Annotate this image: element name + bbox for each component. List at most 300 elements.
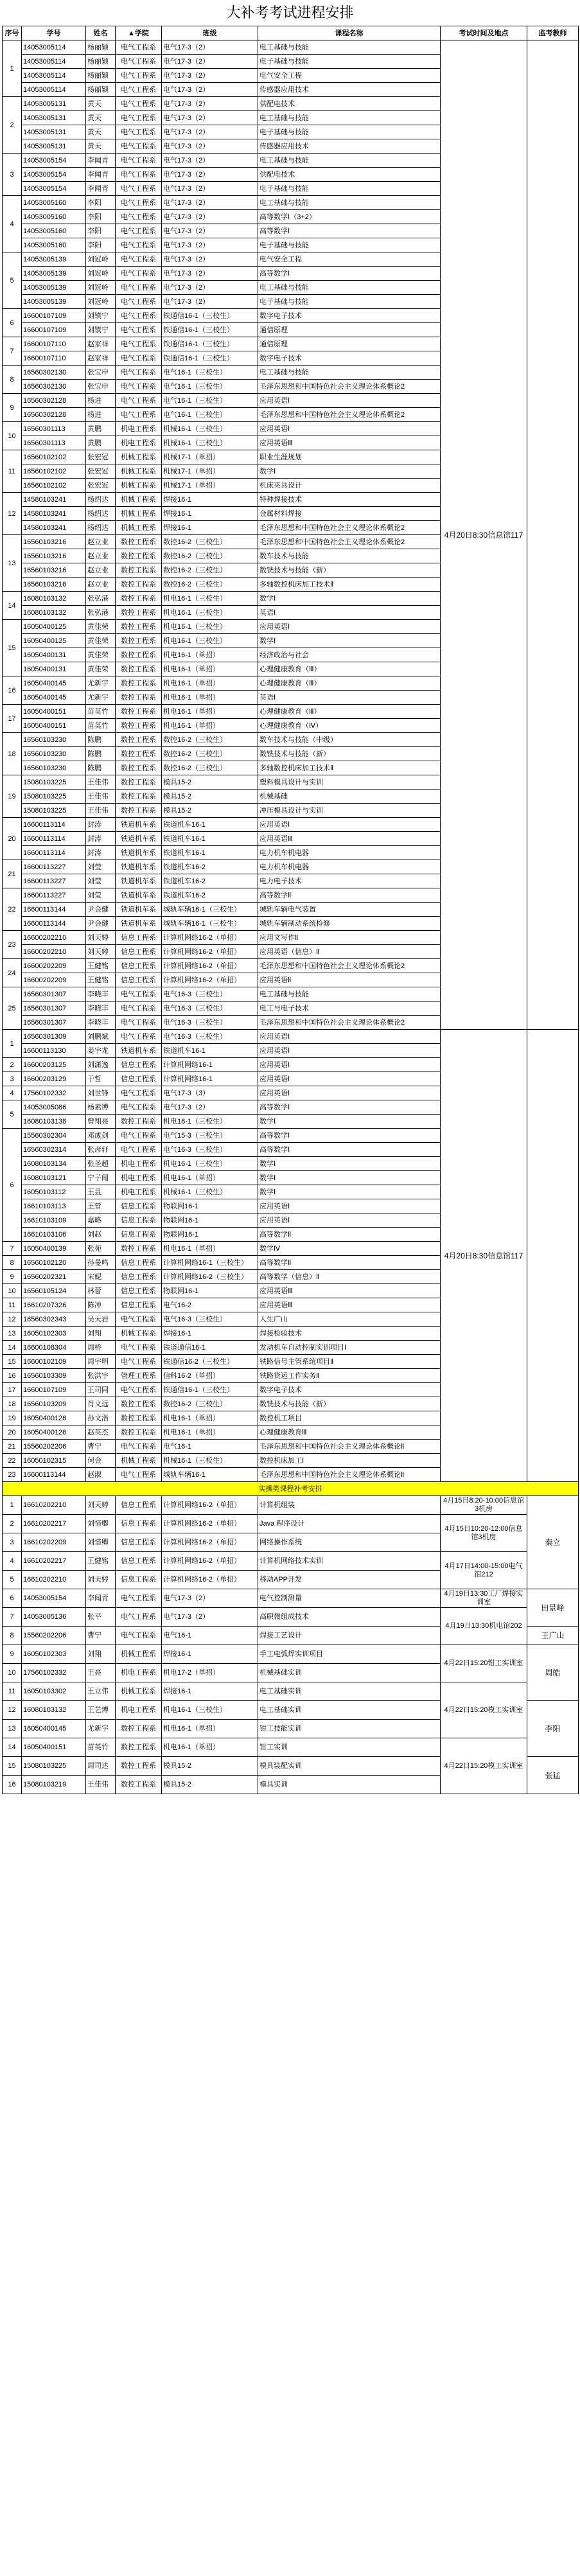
class-cell: 电气16-3（三校生） [162, 1001, 258, 1016]
school-cell: 信息工程系 [116, 1228, 162, 1242]
student-name-cell: 李阳 [86, 210, 116, 224]
section-label: 实操类课程补考安排 [3, 1482, 579, 1496]
course-cell: 钳工实训 [258, 1738, 441, 1757]
class-cell: 电气16-3（三校生） [162, 1143, 258, 1157]
school-cell: 电气工程系 [116, 69, 162, 83]
school-cell: 电气工程系 [116, 111, 162, 125]
class-cell: 焊接16-1 [162, 1645, 258, 1664]
student-id-cell: 16560301113 [22, 422, 86, 436]
student-name-cell: 邓成剑 [86, 1129, 116, 1143]
seq-cell: 6 [3, 1589, 22, 1608]
school-cell: 数控工程系 [116, 1425, 162, 1440]
student-name-cell: 刘惜卿 [86, 1515, 116, 1533]
school-cell: 电气工程系 [116, 1016, 162, 1030]
student-name-cell: 宋妮 [86, 1270, 116, 1284]
student-id-cell: 16560103230 [22, 761, 86, 775]
student-id-cell: 16600113114 [22, 846, 86, 860]
seq-cell: 22 [3, 1454, 22, 1468]
course-cell: 电工基础实训 [258, 1701, 441, 1720]
student-id-cell: 15080103225 [22, 804, 86, 818]
proctor-cell: 田景峰 [527, 1589, 579, 1627]
student-name-cell: 刘天婷 [86, 1571, 116, 1589]
student-id-cell: 14053005160 [22, 224, 86, 238]
school-cell: 电气工程系 [116, 351, 162, 366]
class-cell: 电气17-3（2） [162, 125, 258, 139]
school-cell: 电气工程系 [116, 224, 162, 238]
student-id-cell: 16050102303 [22, 1645, 86, 1664]
class-cell: 铁道机车16-1 [162, 846, 258, 860]
course-cell: 高等数学Ⅰ（3+2） [258, 210, 441, 224]
student-id-cell: 15560302304 [22, 1129, 86, 1143]
proctor-cell: 周皓 [527, 1645, 579, 1701]
course-cell: 数字电子技术 [258, 1383, 441, 1397]
school-cell: 电气工程系 [116, 1468, 162, 1482]
student-name-cell: 刘潇逸 [86, 1058, 116, 1072]
course-cell: 应用英语Ⅰ [258, 818, 441, 832]
class-cell: 电气17-3（2） [162, 111, 258, 125]
course-cell: 供配电技术 [258, 97, 441, 111]
class-cell: 机械17-1（单招） [162, 479, 258, 493]
student-name-cell: 尹金健 [86, 903, 116, 917]
student-id-cell: 16610103109 [22, 1213, 86, 1228]
course-cell: 英语Ⅰ [258, 606, 441, 620]
class-cell: 计算机网络16-2（单招） [162, 973, 258, 987]
seq-cell: 15 [3, 1757, 22, 1776]
student-id-cell: 16600113227 [22, 888, 86, 903]
course-cell: 应用英语Ⅰ [258, 620, 441, 634]
school-cell: 信息工程系 [116, 1072, 162, 1086]
course-cell: 特种焊接技术 [258, 493, 441, 507]
student-name-cell: 王司同 [86, 1383, 116, 1397]
col-header-proctor: 监考教师 [527, 26, 579, 40]
student-name-cell: 赵英杰 [86, 1425, 116, 1440]
course-cell: 城轨车辆电气装置 [258, 903, 441, 917]
student-id-cell: 16610202217 [22, 1515, 86, 1533]
student-name-cell: 刘冠岭 [86, 267, 116, 281]
class-cell: 城轨车辆16-1 [162, 1468, 258, 1482]
class-cell: 机电16-1（三校生） [162, 620, 258, 634]
student-id-cell: 16560102102 [22, 450, 86, 464]
class-cell: 机械16-1（三校生） [162, 436, 258, 450]
student-id-cell: 16050400151 [22, 1738, 86, 1757]
class-cell: 机械16-1（三校生） [162, 422, 258, 436]
student-name-cell: 孙文浩 [86, 1411, 116, 1425]
school-cell: 电气工程系 [116, 1143, 162, 1157]
student-id-cell: 16560301307 [22, 987, 86, 1001]
seq-cell: 4 [3, 1552, 22, 1571]
seq-cell: 17 [3, 1383, 22, 1397]
student-name-cell: 尤新宇 [86, 691, 116, 705]
course-cell: 应用英语（信息）Ⅱ [258, 945, 441, 959]
student-name-cell: 刘天婷 [86, 1496, 116, 1515]
class-cell: 铁通信16-1（三校生） [162, 351, 258, 366]
school-cell: 电气工程系 [116, 1627, 162, 1645]
student-name-cell: 刘翔 [86, 1327, 116, 1341]
course-cell: 数学Ⅳ [258, 1242, 441, 1256]
student-name-cell: 刘翔 [86, 1645, 116, 1664]
student-id-cell: 16600113114 [22, 818, 86, 832]
student-id-cell: 16560103216 [22, 535, 86, 549]
class-cell: 机电16-1（单招） [162, 676, 258, 691]
student-id-cell: 15560202206 [22, 1440, 86, 1454]
course-cell: 高等数学Ⅰ [258, 267, 441, 281]
course-cell: 电子基础与技能 [258, 182, 441, 196]
school-cell: 电气工程系 [116, 252, 162, 267]
seq-cell: 19 [3, 1411, 22, 1425]
class-cell: 电气17-3（2） [162, 1608, 258, 1627]
seq-cell: 12 [3, 1701, 22, 1720]
col-header-school[interactable]: ▲学院 [116, 26, 162, 40]
seq-cell: 22 [3, 888, 22, 931]
student-name-cell: 黄天 [86, 97, 116, 111]
school-cell: 数控工程系 [116, 719, 162, 733]
student-id-cell: 16600107110 [22, 351, 86, 366]
course-cell: 经济政治与社会 [258, 648, 441, 662]
seq-cell: 10 [3, 422, 22, 450]
course-cell: 机械基础 [258, 790, 441, 804]
school-cell: 数控工程系 [116, 775, 162, 790]
course-cell: 毛泽东思想和中国特色社会主义理论体系概论2 [258, 408, 441, 422]
school-cell: 数控工程系 [116, 1115, 162, 1129]
table-row [3, 1030, 579, 1044]
student-id-cell: 16600113144 [22, 903, 86, 917]
course-cell: 数铣技术与技能（新） [258, 1397, 441, 1411]
school-cell: 电气工程系 [116, 380, 162, 394]
class-cell: 计算机网络16-2（单招） [162, 1533, 258, 1552]
student-name-cell: 黄天 [86, 111, 116, 125]
school-cell: 电气工程系 [116, 1086, 162, 1100]
student-id-cell: 16560103216 [22, 563, 86, 578]
class-cell: 机电16-1（单招） [162, 691, 258, 705]
course-cell: 应用英语Ⅲ [258, 1298, 441, 1312]
class-cell: 电气16-3（三校生） [162, 987, 258, 1001]
school-cell: 信息工程系 [116, 1515, 162, 1533]
student-id-cell: 16600107109 [22, 309, 86, 323]
student-id-cell: 16600202210 [22, 931, 86, 945]
course-cell: Java 程序设计 [258, 1515, 441, 1533]
student-name-cell: 杨丽颖 [86, 83, 116, 97]
student-name-cell: 黄鹏 [86, 422, 116, 436]
course-cell: 高等数学（信息）Ⅱ [258, 1270, 441, 1284]
class-cell: 电气17-3（2） [162, 210, 258, 224]
student-name-cell: 陈鹏 [86, 733, 116, 747]
course-cell: 应用英语Ⅰ [258, 1072, 441, 1086]
school-cell: 信息工程系 [116, 931, 162, 945]
class-cell: 计算机网络16-2（单招） [162, 959, 258, 973]
student-name-cell: 张洪宇 [86, 1369, 116, 1383]
school-cell: 电气工程系 [116, 323, 162, 337]
course-cell: 毛泽东思想和中国特色社会主义理论体系概论Ⅱ [258, 1440, 441, 1454]
class-cell: 电气17-3（2） [162, 1100, 258, 1115]
school-cell: 信息工程系 [116, 945, 162, 959]
student-id-cell: 16560302130 [22, 380, 86, 394]
course-cell: 电工基础与技能 [258, 196, 441, 210]
student-name-cell: 尤新宇 [86, 1720, 116, 1738]
class-cell: 模具15-2 [162, 804, 258, 818]
school-cell: 数控工程系 [116, 592, 162, 606]
student-id-cell: 14053005154 [22, 168, 86, 182]
class-cell: 数控16-2（三校生） [162, 549, 258, 563]
school-cell: 电气工程系 [116, 337, 162, 351]
course-cell: 机床夹具设计 [258, 479, 441, 493]
student-id-cell: 14053005131 [22, 111, 86, 125]
course-cell: 数学Ⅰ [258, 464, 441, 479]
student-name-cell: 杨绍达 [86, 493, 116, 507]
proctor-cell: 张猛 [527, 1757, 579, 1794]
student-id-cell: 15080103225 [22, 775, 86, 790]
school-cell: 数控工程系 [116, 662, 162, 676]
seq-cell: 2 [3, 97, 22, 154]
seq-cell: 13 [3, 535, 22, 592]
student-id-cell: 16050102315 [22, 1454, 86, 1468]
class-cell: 数控16-2（三校生） [162, 761, 258, 775]
student-name-cell: 王健铭 [86, 973, 116, 987]
school-cell: 数控工程系 [116, 1411, 162, 1425]
student-id-cell: 16080103132 [22, 1701, 86, 1720]
student-name-cell: 尹金健 [86, 917, 116, 931]
course-cell: 数学Ⅰ [258, 592, 441, 606]
class-cell: 铁道机车16-2 [162, 860, 258, 874]
class-cell: 电气17-3（2） [162, 224, 258, 238]
student-id-cell: 14053005131 [22, 97, 86, 111]
student-id-cell: 14053005131 [22, 139, 86, 154]
seq-cell: 1 [3, 1030, 22, 1058]
course-cell: 发动机车自动控制实训项目Ⅰ [258, 1341, 441, 1355]
col-header-class: 班级 [162, 26, 258, 40]
course-cell: 应用英语Ⅲ [258, 436, 441, 450]
student-name-cell: 封涛 [86, 832, 116, 846]
class-cell: 机电16-1（单招） [162, 648, 258, 662]
class-cell: 电气17-3（2） [162, 139, 258, 154]
course-cell: 电工基础与技能 [258, 281, 441, 295]
course-cell: 电气安全工程 [258, 69, 441, 83]
school-cell: 数控工程系 [116, 1757, 162, 1776]
student-name-cell: 杨素博 [86, 1100, 116, 1115]
practical-row [3, 1589, 579, 1608]
student-id-cell: 14053005114 [22, 40, 86, 55]
student-name-cell: 张平 [86, 1608, 116, 1627]
student-id-cell: 14053005114 [22, 83, 86, 97]
seq-cell: 13 [3, 1327, 22, 1341]
student-id-cell: 16610103113 [22, 1199, 86, 1213]
practical-exam-place-cell: 4月15日8:20-10:00信息馆3机房 [441, 1496, 527, 1515]
school-cell: 电气工程系 [116, 1001, 162, 1016]
student-id-cell: 16610207326 [22, 1298, 86, 1312]
student-name-cell: 周宇明 [86, 1355, 116, 1369]
school-cell: 数控工程系 [116, 1397, 162, 1411]
student-name-cell: 刘赵 [86, 1228, 116, 1242]
class-cell: 铁通信16-1（三校生） [162, 309, 258, 323]
student-id-cell: 16600107110 [22, 337, 86, 351]
student-id-cell: 16610202217 [22, 1552, 86, 1571]
student-name-cell: 封涛 [86, 818, 116, 832]
student-name-cell: 张宏冠 [86, 450, 116, 464]
practical-exam-place-cell: 4月22日15:20钳工实训室 [441, 1645, 527, 1682]
school-cell: 信息工程系 [116, 1298, 162, 1312]
student-name-cell: 林蕾 [86, 1284, 116, 1298]
school-cell: 电气工程系 [116, 97, 162, 111]
student-name-cell: 刘镇宁 [86, 309, 116, 323]
class-cell: 机电17-2（单招） [162, 1664, 258, 1682]
student-id-cell: 16080103134 [22, 1157, 86, 1171]
student-id-cell: 15080103225 [22, 1757, 86, 1776]
practical-exam-place-cell: 4月15日10:20-12:00信息馆3机房 [441, 1515, 527, 1552]
course-cell: 应用英语Ⅰ [258, 422, 441, 436]
student-name-cell: 黄佳荣 [86, 634, 116, 648]
student-name-cell: 李闻青 [86, 168, 116, 182]
class-cell: 铁通信16-1（三校生） [162, 1383, 258, 1397]
student-id-cell: 16560302128 [22, 394, 86, 408]
school-cell: 数控工程系 [116, 620, 162, 634]
course-cell: 传感器应用技术 [258, 139, 441, 154]
practical-row [3, 1738, 579, 1757]
student-name-cell: 李阳 [86, 238, 116, 252]
course-cell: 毛泽东思想和中国特色社会主义理论体系概论2 [258, 959, 441, 973]
student-id-cell: 16600113227 [22, 860, 86, 874]
student-name-cell: 苗英竹 [86, 719, 116, 733]
student-id-cell: 14580103241 [22, 507, 86, 521]
seq-cell: 15 [3, 620, 22, 676]
school-cell: 数控工程系 [116, 705, 162, 719]
proctor-cell: 王广山 [527, 1627, 579, 1645]
school-cell: 数控工程系 [116, 733, 162, 747]
class-cell: 电气17-3（2） [162, 168, 258, 182]
course-cell: 焊接检验技术 [258, 1327, 441, 1341]
course-cell: 塑料模具设计与实训 [258, 775, 441, 790]
class-cell: 机电16-1（三校生） [162, 1701, 258, 1720]
student-name-cell: 曾翔亮 [86, 1115, 116, 1129]
student-name-cell: 张弘港 [86, 592, 116, 606]
student-name-cell: 王佳伟 [86, 775, 116, 790]
student-id-cell: 16600202209 [22, 959, 86, 973]
school-cell: 铁道机车系 [116, 903, 162, 917]
course-cell: 心理健康教育（Ⅲ） [258, 676, 441, 691]
school-cell: 机械工程系 [116, 450, 162, 464]
student-name-cell: 李晓丰 [86, 1016, 116, 1030]
course-cell: 数学Ⅰ [258, 1171, 441, 1185]
class-cell: 信科16-2（单招） [162, 1369, 258, 1383]
student-name-cell: 杨丽颖 [86, 55, 116, 69]
student-id-cell: 16560301113 [22, 436, 86, 450]
course-cell: 高职微组成技术 [258, 1608, 441, 1627]
schedule-table [2, 26, 579, 1794]
school-cell: 机械工程系 [116, 507, 162, 521]
student-name-cell: 王佳伟 [86, 790, 116, 804]
course-cell: 电气控制测量 [258, 1589, 441, 1608]
student-name-cell: 杨丽颖 [86, 40, 116, 55]
student-name-cell: 刘天婷 [86, 945, 116, 959]
class-cell: 电气16-2 [162, 1298, 258, 1312]
course-cell: 数控机床加工Ⅰ [258, 1454, 441, 1468]
seq-cell: 20 [3, 818, 22, 860]
school-cell: 机电工程系 [116, 422, 162, 436]
school-cell: 电气工程系 [116, 139, 162, 154]
class-cell: 铁通信16-2（三校生） [162, 1355, 258, 1369]
student-id-cell: 16560103216 [22, 549, 86, 563]
class-cell: 机电16-1（三校生） [162, 1115, 258, 1129]
student-id-cell: 16610202210 [22, 1571, 86, 1589]
school-cell: 数控工程系 [116, 563, 162, 578]
course-cell: 应用英语Ⅱ [258, 973, 441, 987]
seq-cell: 8 [3, 1256, 22, 1270]
student-id-cell: 16560103230 [22, 733, 86, 747]
class-cell: 模具15-2 [162, 1757, 258, 1776]
course-cell: 数学Ⅰ [258, 634, 441, 648]
school-cell: 信息工程系 [116, 973, 162, 987]
class-cell: 数控16-2（三校生） [162, 747, 258, 761]
student-name-cell: 李闻青 [86, 182, 116, 196]
student-id-cell: 16560103230 [22, 747, 86, 761]
class-cell: 铁道通信16-1 [162, 1341, 258, 1355]
student-name-cell: 王佳伟 [86, 1776, 116, 1794]
course-cell: 数学Ⅰ [258, 1185, 441, 1199]
class-cell: 电气16-1 [162, 1627, 258, 1645]
course-cell: 多轴数控机床加工技术Ⅱ [258, 761, 441, 775]
class-cell: 焊接16-1 [162, 1682, 258, 1701]
seq-cell: 25 [3, 987, 22, 1030]
seq-cell: 1 [3, 1496, 22, 1515]
practical-exam-place-cell: 4月22日15:20模工实训室 [441, 1682, 527, 1738]
school-cell: 电气工程系 [116, 987, 162, 1001]
course-cell: 数字电子技术 [258, 309, 441, 323]
student-name-cell: 杨丽颖 [86, 69, 116, 83]
class-cell: 电气17-3（2） [162, 238, 258, 252]
seq-cell: 24 [3, 959, 22, 987]
header-row [3, 26, 579, 40]
student-name-cell: 曹宁 [86, 1440, 116, 1454]
school-cell: 电气工程系 [116, 1129, 162, 1143]
student-id-cell: 14053005139 [22, 252, 86, 267]
course-cell: 计算机组装 [258, 1496, 441, 1515]
school-cell: 电气工程系 [116, 1312, 162, 1327]
student-id-cell: 16560102102 [22, 479, 86, 493]
class-cell: 机电16-1（单招） [162, 1171, 258, 1185]
practical-exam-place-cell: 4月17日14:00-15:00电气馆212 [441, 1552, 527, 1589]
student-name-cell: 姜宇龙 [86, 1044, 116, 1058]
student-name-cell: 陈冲 [86, 1298, 116, 1312]
school-cell: 铁道机车系 [116, 1044, 162, 1058]
course-cell: 高等数学Ⅱ [258, 1256, 441, 1270]
student-id-cell: 14053005139 [22, 267, 86, 281]
course-cell: 高等数学Ⅰ [258, 1100, 441, 1115]
student-id-cell: 14053005136 [22, 1608, 86, 1627]
student-id-cell: 16560302343 [22, 1312, 86, 1327]
student-id-cell: 16600107109 [22, 323, 86, 337]
class-cell: 计算机网络16-2（单招） [162, 931, 258, 945]
student-id-cell: 16610103106 [22, 1228, 86, 1242]
course-cell: 人生广山 [258, 1312, 441, 1327]
seq-cell: 11 [3, 1298, 22, 1312]
class-cell: 电气17-3（2） [162, 295, 258, 309]
course-cell: 高等数学Ⅰ [258, 224, 441, 238]
school-cell: 电气工程系 [116, 55, 162, 69]
student-id-cell: 14053005139 [22, 281, 86, 295]
school-cell: 电气工程系 [116, 1589, 162, 1608]
student-id-cell: 16600113144 [22, 1468, 86, 1482]
student-name-cell: 陈鹏 [86, 761, 116, 775]
school-cell: 机械工程系 [116, 1645, 162, 1664]
course-cell: 数控机工项目 [258, 1411, 441, 1425]
class-cell: 铁道机车16-2 [162, 874, 258, 888]
class-cell: 铁通信16-1（三校生） [162, 337, 258, 351]
course-cell: 毛泽东思想和中国特色社会主义理论体系概论2 [258, 521, 441, 535]
student-id-cell: 16050400128 [22, 1411, 86, 1425]
student-name-cell: 杨进 [86, 408, 116, 422]
class-cell: 计算机网络16-2（单招） [162, 945, 258, 959]
class-cell: 焊接16-1 [162, 521, 258, 535]
school-cell: 数控工程系 [116, 691, 162, 705]
student-name-cell: 刘镇宁 [86, 323, 116, 337]
